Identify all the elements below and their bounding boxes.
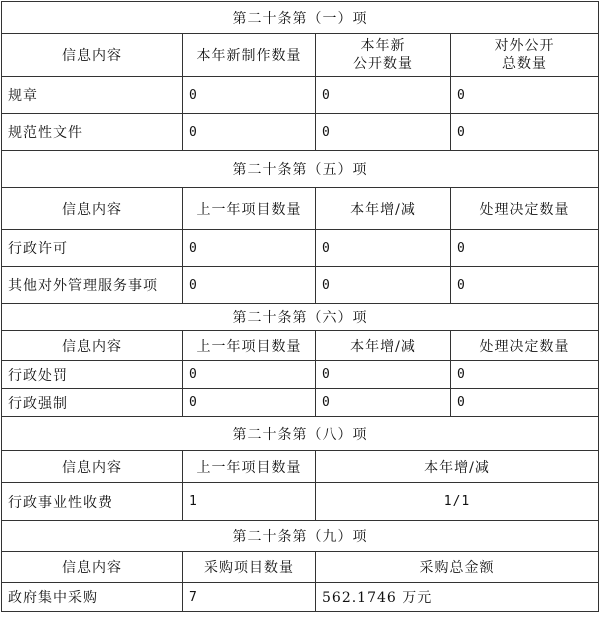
cell-value: 562.1746 万元 [316,583,599,612]
table-row [2,583,599,612]
cell-value: 0 [451,267,599,304]
cell-value: 0 [316,389,451,417]
row-name: 行政处罚 [2,361,183,389]
row-name: 规章 [2,77,183,114]
header-info-content: 信息内容 [2,34,183,77]
cell-value: 0 [183,230,316,267]
cell-value: 0 [316,230,451,267]
cell-value: 0 [183,77,316,114]
header-total-public-count [451,34,599,77]
section-9-title: 第二十条第（九）项 [2,521,599,552]
row-name: 政府集中采购 [2,583,183,612]
header-new-public-line1: 本年新 [360,38,406,54]
header-info-content: 信息内容 [2,331,183,361]
row-name: 其他对外管理服务事项 [2,267,183,304]
header-decision-count: 处理决定数量 [451,331,599,361]
disclosure-table [1,1,599,612]
table-row [2,267,599,304]
header-info-content: 信息内容 [2,451,183,483]
table-row [2,77,599,114]
cell-value: 0 [183,389,316,417]
header-decision-count: 处理决定数量 [451,188,599,230]
section-5-title: 第二十条第（五）项 [2,151,599,188]
cell-value: 0 [316,361,451,389]
row-name: 规范性文件 [2,114,183,151]
cell-value: 0 [451,230,599,267]
header-last-year-count: 上一年项目数量 [183,331,316,361]
cell-value: 0 [316,114,451,151]
table-row [2,389,599,417]
header-purchase-count: 采购项目数量 [183,552,316,583]
header-year-change: 本年增/减 [316,188,451,230]
header-year-change: 本年增/减 [316,451,599,483]
header-total-public-line2: 总数量 [502,56,547,72]
cell-value: 0 [451,114,599,151]
header-new-public-count [316,34,451,77]
row-name: 行政事业性收费 [2,483,183,521]
header-info-content: 信息内容 [2,552,183,583]
cell-value: 1 [183,483,316,521]
cell-value: 0 [183,114,316,151]
header-last-year-count: 上一年项目数量 [183,451,316,483]
table-row [2,230,599,267]
cell-value: 0 [316,267,451,304]
cell-value: 0 [183,267,316,304]
section-8-title: 第二十条第（八）项 [2,417,599,451]
cell-value: 7 [183,583,316,612]
row-name: 行政许可 [2,230,183,267]
table-row [2,483,599,521]
header-info-content: 信息内容 [2,188,183,230]
cell-value: 1/1 [316,483,599,521]
cell-value: 0 [451,389,599,417]
cell-value: 0 [183,361,316,389]
table-row [2,114,599,151]
table-row [2,361,599,389]
header-last-year-count: 上一年项目数量 [183,188,316,230]
cell-value: 0 [451,77,599,114]
section-1-title: 第二十条第（一）项 [2,2,599,34]
header-new-public-line2: 公开数量 [353,56,413,72]
section-6-title: 第二十条第（六）项 [2,304,599,331]
header-new-count: 本年新制作数量 [183,34,316,77]
header-purchase-total: 采购总金额 [316,552,599,583]
cell-value: 0 [451,361,599,389]
header-total-public-line1: 对外公开 [494,38,555,54]
cell-value: 0 [316,77,451,114]
header-year-change: 本年增/减 [316,331,451,361]
row-name: 行政强制 [2,389,183,417]
